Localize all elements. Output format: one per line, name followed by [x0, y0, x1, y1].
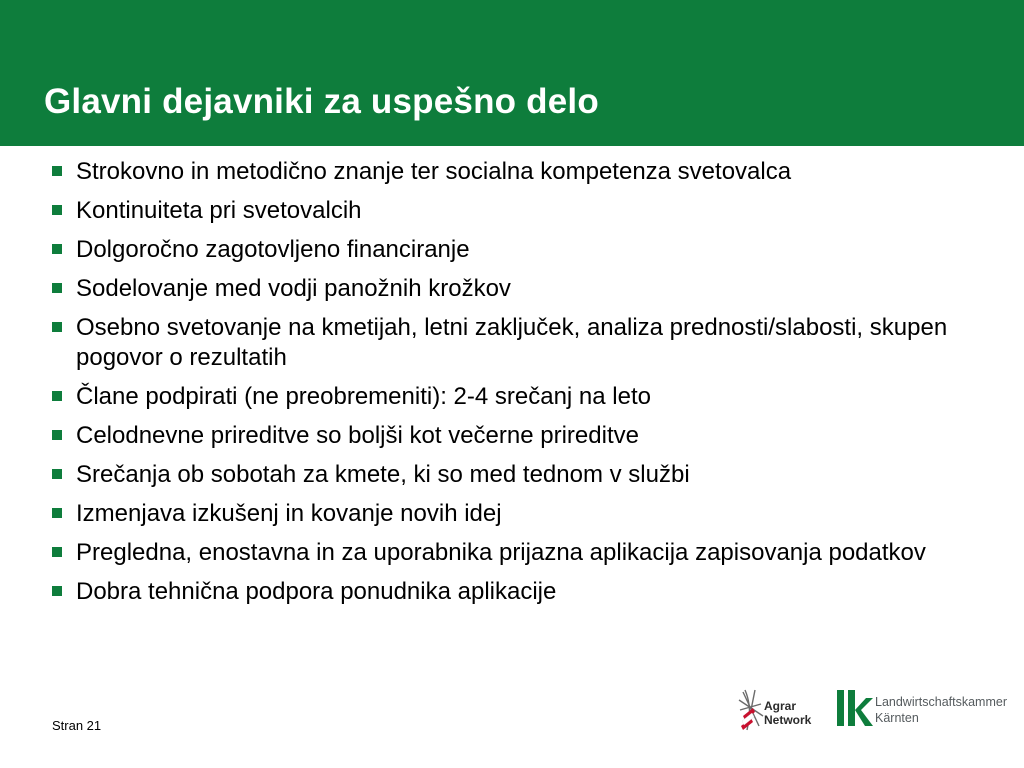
list-item — [0, 157, 1000, 187]
bullet-text: Člane podpirati (ne preobremeniti): 2-4 srečanj na leto — [76, 383, 651, 410]
list-item — [0, 421, 1000, 451]
bullet-square-icon — [52, 166, 62, 176]
header-band — [0, 0, 1024, 146]
list-item — [0, 538, 1000, 568]
bullet-square-icon — [52, 244, 62, 254]
bullet-square-icon — [52, 586, 62, 596]
bullet-square-icon — [52, 508, 62, 518]
bullet-text: Srečanja ob sobotah za kmete, ki so med tednom v službi — [76, 461, 690, 488]
list-item — [0, 196, 1000, 226]
bullet-square-icon — [52, 469, 62, 479]
list-item — [0, 460, 1000, 490]
bullet-text: Izmenjava izkušenj in kovanje novih idej — [76, 500, 502, 527]
bullet-text: Sodelovanje med vodji panožnih krožkov — [76, 275, 511, 302]
lk-text — [875, 694, 1007, 726]
bullet-square-icon — [52, 322, 62, 332]
agrar-word: Agrar — [764, 699, 797, 713]
bullet-list — [0, 157, 1000, 616]
network-word: Network — [764, 713, 812, 727]
page-number: Stran 21 — [52, 718, 102, 733]
bullet-square-icon — [52, 283, 62, 293]
bullet-text: Strokovno in metodično znanje ter socialna kompetenza svetovalca — [76, 158, 792, 185]
bullet-text: Celodnevne prireditve so boljši kot večerne prireditve — [76, 422, 639, 449]
bullet-square-icon — [52, 205, 62, 215]
bullet-text: Dobra tehnična podpora ponudnika aplikacije — [76, 578, 557, 605]
bullet-text: Pregledna, enostavna in za uporabnika prijazna aplikacija zapisovanja podatkov — [76, 539, 926, 566]
list-item — [0, 313, 1000, 373]
list-item — [0, 577, 1000, 607]
bullet-text: Kontinuiteta pri svetovalcih — [76, 197, 362, 224]
bullet-square-icon — [52, 391, 62, 401]
list-item — [0, 235, 1000, 265]
slide-title: Glavni dejavniki za uspešno delo — [44, 82, 599, 121]
bullet-square-icon — [52, 547, 62, 557]
agrar-network-logo-graphic — [737, 686, 819, 738]
bullet-text: Dolgoročno zagotovljeno financiranje — [76, 236, 470, 263]
bullet-text: Osebno svetovanje na kmetijah, letni zaključek, analiza prednosti/slabosti, skupen pogovor o rezultatih — [76, 314, 948, 371]
lk-line-1: Landwirtschaftskammer — [875, 695, 1007, 709]
bullet-square-icon — [52, 430, 62, 440]
list-item — [0, 499, 1000, 529]
lk-line-2: Kärnten — [875, 711, 919, 725]
landwirtschaftskammer-logo — [835, 688, 1005, 732]
list-item — [0, 382, 1000, 412]
list-item — [0, 274, 1000, 304]
agrar-network-logo — [737, 686, 819, 738]
lk-mark-icon — [835, 688, 873, 732]
